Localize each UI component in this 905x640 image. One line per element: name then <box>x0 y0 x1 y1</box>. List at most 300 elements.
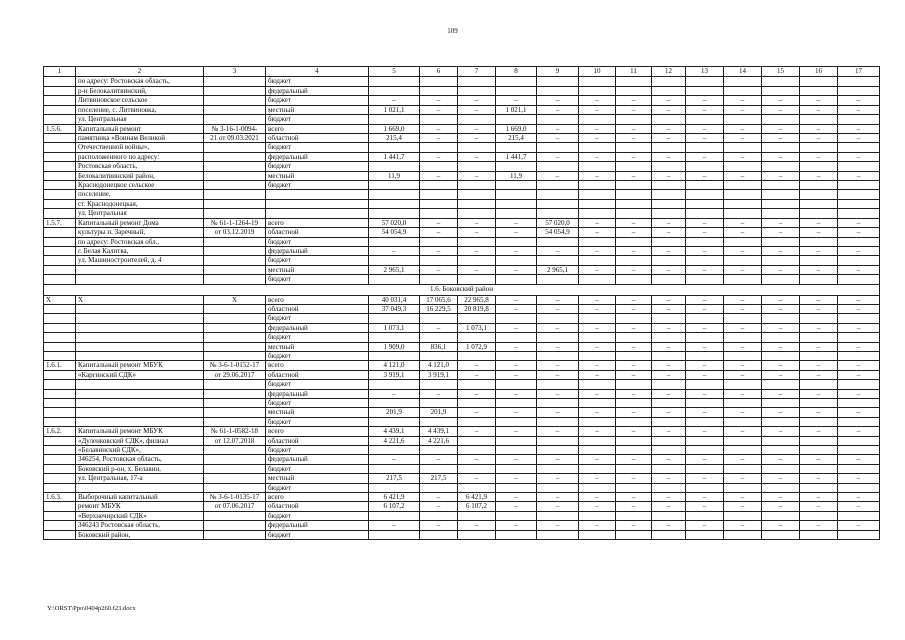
amount-cell: – <box>762 361 800 370</box>
amount-cell <box>838 143 880 152</box>
amount-cell: – <box>724 342 762 351</box>
amount-cell <box>838 399 880 408</box>
amount-cell <box>458 275 496 284</box>
amount-cell <box>686 256 724 265</box>
amount-cell: – <box>537 493 579 502</box>
table-row <box>44 521 880 530</box>
table-row <box>44 275 880 284</box>
amount-cell <box>369 199 420 208</box>
amount-cell: – <box>616 342 652 351</box>
amount-cell: – <box>537 304 579 313</box>
amount-cell: – <box>652 502 686 511</box>
item-number <box>44 115 76 124</box>
amount-cell: – <box>458 474 496 483</box>
amount-cell: – <box>838 152 880 161</box>
amount-cell <box>838 275 880 284</box>
amount-cell <box>496 209 537 218</box>
amount-cell <box>724 256 762 265</box>
amount-cell: – <box>652 427 686 436</box>
amount-cell: 22 965,8 <box>458 295 496 304</box>
amount-cell <box>724 417 762 426</box>
amount-cell <box>369 530 420 539</box>
amount-cell <box>496 483 537 492</box>
funding-source: местный <box>266 105 369 114</box>
amount-cell <box>686 380 724 389</box>
column-number: 8 <box>496 67 537 77</box>
document-number <box>204 87 266 96</box>
amount-cell <box>800 115 838 124</box>
amount-cell: – <box>800 152 838 161</box>
amount-cell: – <box>420 105 458 114</box>
amount-cell <box>838 446 880 455</box>
amount-cell <box>537 256 579 265</box>
funding-source: бюджет <box>266 181 369 190</box>
item-number <box>44 455 76 464</box>
amount-cell <box>458 314 496 323</box>
amount-cell: – <box>579 361 616 370</box>
amount-cell: – <box>762 455 800 464</box>
amount-cell <box>762 351 800 360</box>
object-name: Капитальный ремонт МБУК <box>76 427 204 436</box>
amount-cell <box>496 314 537 323</box>
amount-cell <box>686 143 724 152</box>
amount-cell: – <box>800 295 838 304</box>
amount-cell <box>496 417 537 426</box>
amount-cell <box>616 77 652 87</box>
table-row <box>44 199 880 208</box>
amount-cell: 11,9 <box>369 171 420 180</box>
amount-cell <box>838 256 880 265</box>
amount-cell <box>800 483 838 492</box>
amount-cell: – <box>458 124 496 133</box>
amount-cell: 1 073,1 <box>369 323 420 332</box>
table-row <box>44 399 880 408</box>
amount-cell: – <box>762 370 800 379</box>
object-name: Капитальный ремонт МБУК <box>76 361 204 370</box>
amount-cell: – <box>579 427 616 436</box>
table-row <box>44 314 880 323</box>
amount-cell <box>724 275 762 284</box>
document-number <box>204 181 266 190</box>
amount-cell <box>420 399 458 408</box>
amount-cell <box>724 190 762 199</box>
object-name: Ростовская область, <box>76 162 204 171</box>
object-name: по адресу: Ростовская обл., <box>76 237 204 246</box>
funding-source: областной <box>266 502 369 511</box>
amount-cell: – <box>496 361 537 370</box>
column-number: 16 <box>800 67 838 77</box>
amount-cell <box>762 87 800 96</box>
amount-cell <box>686 162 724 171</box>
amount-cell <box>762 511 800 520</box>
amount-cell <box>762 143 800 152</box>
amount-cell: – <box>762 304 800 313</box>
object-name: поселение, с. Литвиновка, <box>76 105 204 114</box>
amount-cell <box>420 115 458 124</box>
amount-cell: – <box>800 455 838 464</box>
amount-cell: – <box>686 265 724 274</box>
amount-cell: – <box>724 389 762 398</box>
amount-cell: – <box>762 427 800 436</box>
amount-cell <box>616 190 652 199</box>
amount-cell <box>616 530 652 539</box>
amount-cell <box>579 399 616 408</box>
amount-cell <box>537 446 579 455</box>
amount-cell <box>652 483 686 492</box>
amount-cell <box>724 209 762 218</box>
amount-cell: – <box>724 521 762 530</box>
amount-cell <box>652 87 686 96</box>
table-row <box>44 427 880 436</box>
amount-cell: – <box>762 228 800 237</box>
document-number <box>204 446 266 455</box>
amount-cell <box>616 351 652 360</box>
amount-cell: 1 669,0 <box>369 124 420 133</box>
amount-cell: – <box>579 124 616 133</box>
amount-cell <box>724 351 762 360</box>
amount-cell: – <box>537 427 579 436</box>
amount-cell: 3 919,1 <box>420 370 458 379</box>
amount-cell <box>652 199 686 208</box>
amount-cell: 1 021,1 <box>369 105 420 114</box>
item-number: 1.6.1. <box>44 361 76 370</box>
amount-cell <box>616 380 652 389</box>
amount-cell <box>458 464 496 473</box>
table-row <box>44 96 880 105</box>
item-number <box>44 436 76 445</box>
amount-cell: – <box>579 342 616 351</box>
amount-cell: – <box>537 246 579 255</box>
amount-cell: – <box>652 474 686 483</box>
amount-cell: – <box>800 228 838 237</box>
amount-cell: – <box>652 455 686 464</box>
table-row <box>44 87 880 96</box>
amount-cell <box>420 256 458 265</box>
amount-cell <box>420 190 458 199</box>
amount-cell: – <box>686 105 724 114</box>
amount-cell <box>496 87 537 96</box>
amount-cell <box>458 256 496 265</box>
amount-cell: 217,5 <box>369 474 420 483</box>
amount-cell <box>458 333 496 342</box>
object-name: поселение, <box>76 190 204 199</box>
amount-cell: – <box>652 124 686 133</box>
table-row <box>44 265 880 274</box>
table-row <box>44 511 880 520</box>
amount-cell <box>579 530 616 539</box>
amount-cell <box>724 380 762 389</box>
amount-cell: – <box>724 295 762 304</box>
amount-cell <box>420 464 458 473</box>
amount-cell: – <box>579 105 616 114</box>
amount-cell <box>800 351 838 360</box>
amount-cell <box>369 77 420 87</box>
amount-cell: – <box>579 134 616 143</box>
object-name <box>76 351 204 360</box>
amount-cell: – <box>724 265 762 274</box>
amount-cell <box>537 143 579 152</box>
amount-cell <box>724 530 762 539</box>
item-number <box>44 199 76 208</box>
amount-cell: – <box>838 493 880 502</box>
funding-source: всего <box>266 124 369 133</box>
amount-cell <box>458 209 496 218</box>
object-name: Белокалитвинский район, <box>76 171 204 180</box>
column-number: 14 <box>724 67 762 77</box>
amount-cell <box>652 115 686 124</box>
amount-cell <box>458 181 496 190</box>
amount-cell: – <box>537 502 579 511</box>
amount-cell <box>369 351 420 360</box>
amount-cell: – <box>458 455 496 464</box>
table-row <box>44 417 880 426</box>
amount-cell: – <box>496 265 537 274</box>
amount-cell: – <box>762 408 800 417</box>
amount-cell: – <box>724 304 762 313</box>
amount-cell <box>579 417 616 426</box>
amount-cell: – <box>724 246 762 255</box>
amount-cell <box>537 351 579 360</box>
object-name: «Белавинский СДК», <box>76 446 204 455</box>
amount-cell: – <box>686 304 724 313</box>
item-number <box>44 246 76 255</box>
amount-cell <box>458 446 496 455</box>
funding-source: федеральный <box>266 389 369 398</box>
amount-cell: – <box>762 96 800 105</box>
amount-cell: – <box>838 171 880 180</box>
document-number: от 03.12.2019 <box>204 228 266 237</box>
item-number <box>44 417 76 426</box>
document-number <box>204 483 266 492</box>
funding-source: бюджет <box>266 530 369 539</box>
object-name <box>76 417 204 426</box>
amount-cell: 4 121,0 <box>369 361 420 370</box>
amount-cell: 11,9 <box>496 171 537 180</box>
document-number <box>204 455 266 464</box>
column-number-row <box>44 67 880 77</box>
amount-cell <box>800 199 838 208</box>
item-number <box>44 521 76 530</box>
funding-source: всего <box>266 218 369 227</box>
amount-cell <box>800 417 838 426</box>
document-number: № 61-1-1264-19 <box>204 218 266 227</box>
funding-source: всего <box>266 493 369 502</box>
amount-cell: – <box>496 218 537 227</box>
column-number: 15 <box>762 67 800 77</box>
amount-cell: – <box>579 265 616 274</box>
item-number <box>44 399 76 408</box>
amount-cell: – <box>686 342 724 351</box>
amount-cell <box>838 181 880 190</box>
amount-cell: – <box>686 389 724 398</box>
amount-cell: – <box>686 408 724 417</box>
amount-cell <box>838 115 880 124</box>
object-name: Выборочный капитальный <box>76 493 204 502</box>
amount-cell <box>724 87 762 96</box>
amount-cell <box>652 464 686 473</box>
amount-cell: – <box>724 370 762 379</box>
amount-cell: – <box>800 361 838 370</box>
table-row <box>44 389 880 398</box>
amount-cell: – <box>724 502 762 511</box>
document-number <box>204 474 266 483</box>
amount-cell <box>800 237 838 246</box>
amount-cell: 17 065,6 <box>420 295 458 304</box>
amount-cell <box>369 143 420 152</box>
item-number: Х <box>44 295 76 304</box>
amount-cell: – <box>496 493 537 502</box>
object-name <box>76 314 204 323</box>
amount-cell <box>838 87 880 96</box>
object-name: Отечественной войны», <box>76 143 204 152</box>
amount-cell: – <box>420 218 458 227</box>
amount-cell: – <box>579 370 616 379</box>
amount-cell <box>458 199 496 208</box>
funding-source: областной <box>266 304 369 313</box>
amount-cell: – <box>420 152 458 161</box>
amount-cell: – <box>616 455 652 464</box>
amount-cell <box>496 333 537 342</box>
amount-cell: – <box>762 502 800 511</box>
amount-cell <box>537 380 579 389</box>
amount-cell: – <box>686 171 724 180</box>
column-number: 2 <box>76 67 204 77</box>
amount-cell <box>800 143 838 152</box>
table-row <box>44 105 880 114</box>
amount-cell: – <box>724 134 762 143</box>
amount-cell: 3 919,1 <box>369 370 420 379</box>
amount-cell <box>838 483 880 492</box>
amount-cell: – <box>838 105 880 114</box>
amount-cell <box>838 464 880 473</box>
amount-cell: 4 439,1 <box>420 427 458 436</box>
amount-cell <box>724 333 762 342</box>
amount-cell <box>369 399 420 408</box>
amount-cell: – <box>800 246 838 255</box>
amount-cell <box>496 181 537 190</box>
amount-cell <box>369 256 420 265</box>
object-name: «Верхнечирский СДК» <box>76 511 204 520</box>
document-number: 21 от 09.03.2021 <box>204 134 266 143</box>
amount-cell <box>369 275 420 284</box>
amount-cell: – <box>496 323 537 332</box>
amount-cell <box>762 436 800 445</box>
amount-cell: – <box>800 389 838 398</box>
amount-cell: – <box>616 427 652 436</box>
amount-cell <box>579 351 616 360</box>
amount-cell: – <box>458 361 496 370</box>
amount-cell <box>579 190 616 199</box>
amount-cell: – <box>652 218 686 227</box>
amount-cell <box>496 464 537 473</box>
amount-cell <box>762 115 800 124</box>
amount-cell <box>458 530 496 539</box>
item-number <box>44 530 76 539</box>
amount-cell: 6 107,2 <box>458 502 496 511</box>
amount-cell: – <box>838 134 880 143</box>
item-number <box>44 380 76 389</box>
amount-cell: – <box>838 474 880 483</box>
amount-cell: – <box>762 323 800 332</box>
amount-cell <box>838 530 880 539</box>
item-number <box>44 464 76 473</box>
amount-cell: – <box>458 171 496 180</box>
table-row <box>44 351 880 360</box>
document-number <box>204 417 266 426</box>
amount-cell <box>652 417 686 426</box>
amount-cell <box>724 464 762 473</box>
object-name: ул. Центральная, 17-а <box>76 474 204 483</box>
document-number <box>204 115 266 124</box>
table-row <box>44 483 880 492</box>
amount-cell <box>762 181 800 190</box>
amount-cell <box>800 399 838 408</box>
table-row <box>44 342 880 351</box>
amount-cell <box>369 190 420 199</box>
amount-cell: 2 965,1 <box>369 265 420 274</box>
amount-cell <box>537 511 579 520</box>
amount-cell <box>537 77 579 87</box>
amount-cell: – <box>616 295 652 304</box>
amount-cell: – <box>800 427 838 436</box>
amount-cell: 37 049,3 <box>369 304 420 313</box>
table-row <box>44 171 880 180</box>
amount-cell: – <box>762 493 800 502</box>
object-name <box>76 304 204 313</box>
column-number: 10 <box>579 67 616 77</box>
amount-cell: – <box>762 521 800 530</box>
amount-cell: 4 221,6 <box>369 436 420 445</box>
document-number <box>204 209 266 218</box>
amount-cell <box>369 209 420 218</box>
amount-cell: – <box>537 152 579 161</box>
amount-cell <box>724 436 762 445</box>
amount-cell <box>652 399 686 408</box>
table-row <box>44 408 880 417</box>
amount-cell <box>800 275 838 284</box>
table-row <box>44 256 880 265</box>
table-row <box>44 124 880 133</box>
amount-cell: – <box>496 427 537 436</box>
amount-cell: – <box>652 171 686 180</box>
table-row <box>44 181 880 190</box>
amount-cell <box>616 199 652 208</box>
amount-cell: – <box>724 455 762 464</box>
amount-cell: – <box>652 246 686 255</box>
amount-cell <box>762 464 800 473</box>
amount-cell <box>800 162 838 171</box>
amount-cell: – <box>652 342 686 351</box>
table-row <box>44 228 880 237</box>
item-number <box>44 228 76 237</box>
object-name <box>76 389 204 398</box>
item-number <box>44 446 76 455</box>
amount-cell: – <box>458 228 496 237</box>
amount-cell <box>420 314 458 323</box>
amount-cell: – <box>369 246 420 255</box>
object-name: ремонт МБУК <box>76 502 204 511</box>
amount-cell: – <box>686 493 724 502</box>
amount-cell: – <box>496 228 537 237</box>
amount-cell: – <box>800 96 838 105</box>
amount-cell: 1 669,0 <box>496 124 537 133</box>
amount-cell: 1 072,9 <box>458 342 496 351</box>
funding-source: местный <box>266 265 369 274</box>
table-row <box>44 246 880 255</box>
amount-cell <box>724 237 762 246</box>
amount-cell <box>616 314 652 323</box>
amount-cell <box>762 256 800 265</box>
